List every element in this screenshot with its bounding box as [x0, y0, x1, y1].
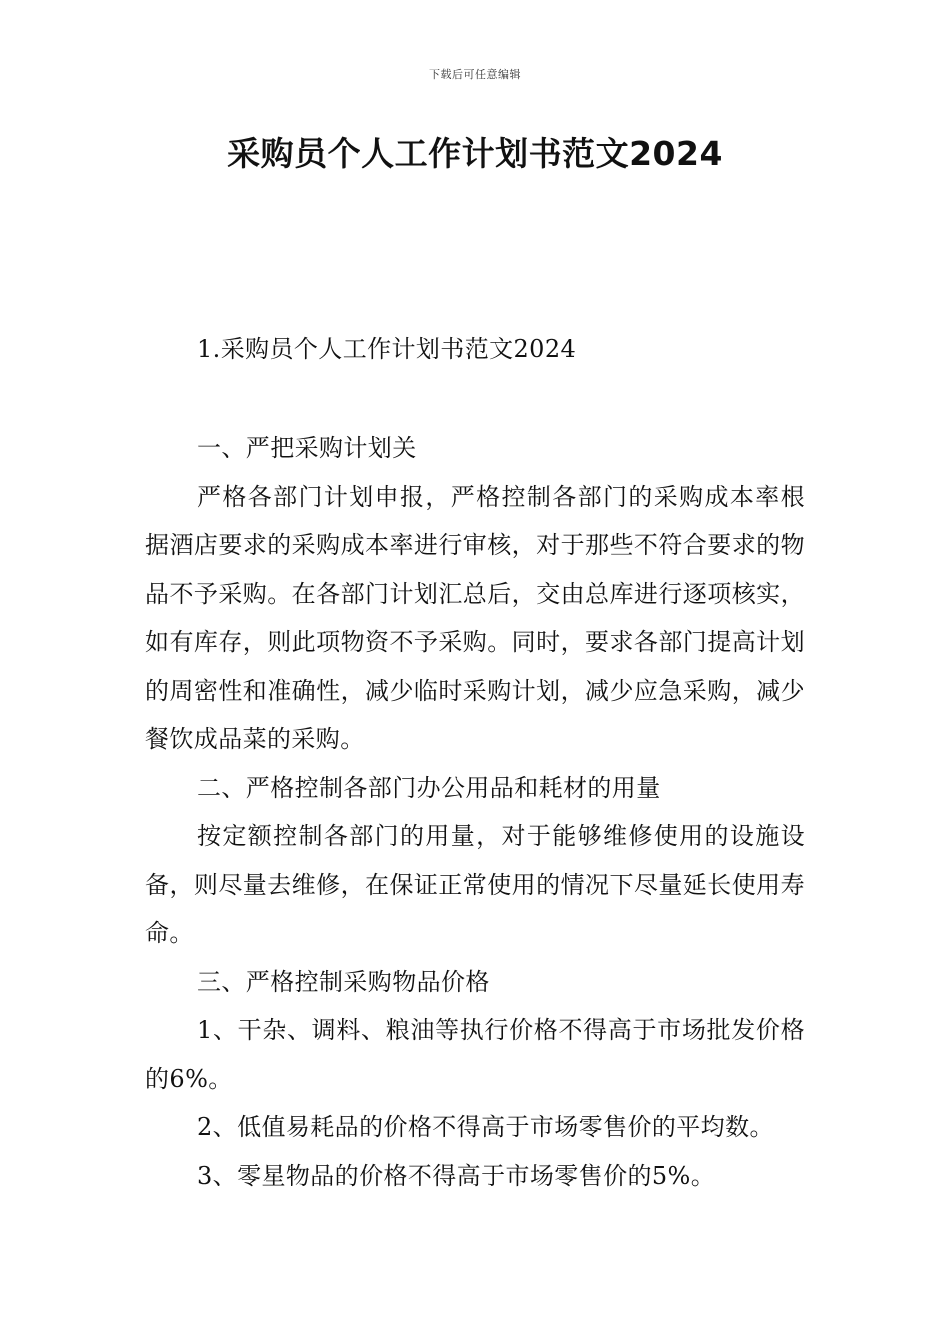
list-item-2: 2、低值易耗品的价格不得高于市场零售价的平均数。 [197, 1113, 774, 1141]
document-title: 采购员个人工作计划书范文2024 [227, 134, 723, 173]
subtitle-block [145, 325, 805, 374]
header-note: 下载后可任意编辑 [429, 68, 521, 81]
section-heading-3: 三、严格控制采购物品价格 [197, 967, 490, 996]
section-heading-2: 二、严格控制各部门办公用品和耗材的用量 [197, 773, 661, 802]
document-body [145, 424, 805, 1200]
section-paragraph-3: 1、干杂、调料、粮油等执行价格不得高于市场批发价格的6%。 [145, 1016, 805, 1093]
list-item-3: 3、零星物品的价格不得高于市场零售价的5%。 [197, 1161, 716, 1190]
section-paragraph-1: 严格各部门计划申报，严格控制各部门的采购成本率根据酒店要求的采购成本率进行审核，对于那些不符合要求的物品不予采购。在各部门计划汇总后，交由总库进行逐项核实，如有库存，则此项物资不予采购。同时，要求各部门提高计划的周密性和准确性，减少临时采购计划，减少应急采购，减少餐饮成品菜的采购。 [145, 482, 805, 753]
section-paragraph-2: 按定额控制各部门的用量，对于能够维修使用的设施设备，则尽量去维修，在保证正常使用的情况下尽量延长使用寿命。 [145, 822, 805, 947]
section-heading-1: 一、严把采购计划关 [197, 434, 417, 462]
subtitle: 1.采购员个人工作计划书范文2024 [197, 335, 577, 363]
